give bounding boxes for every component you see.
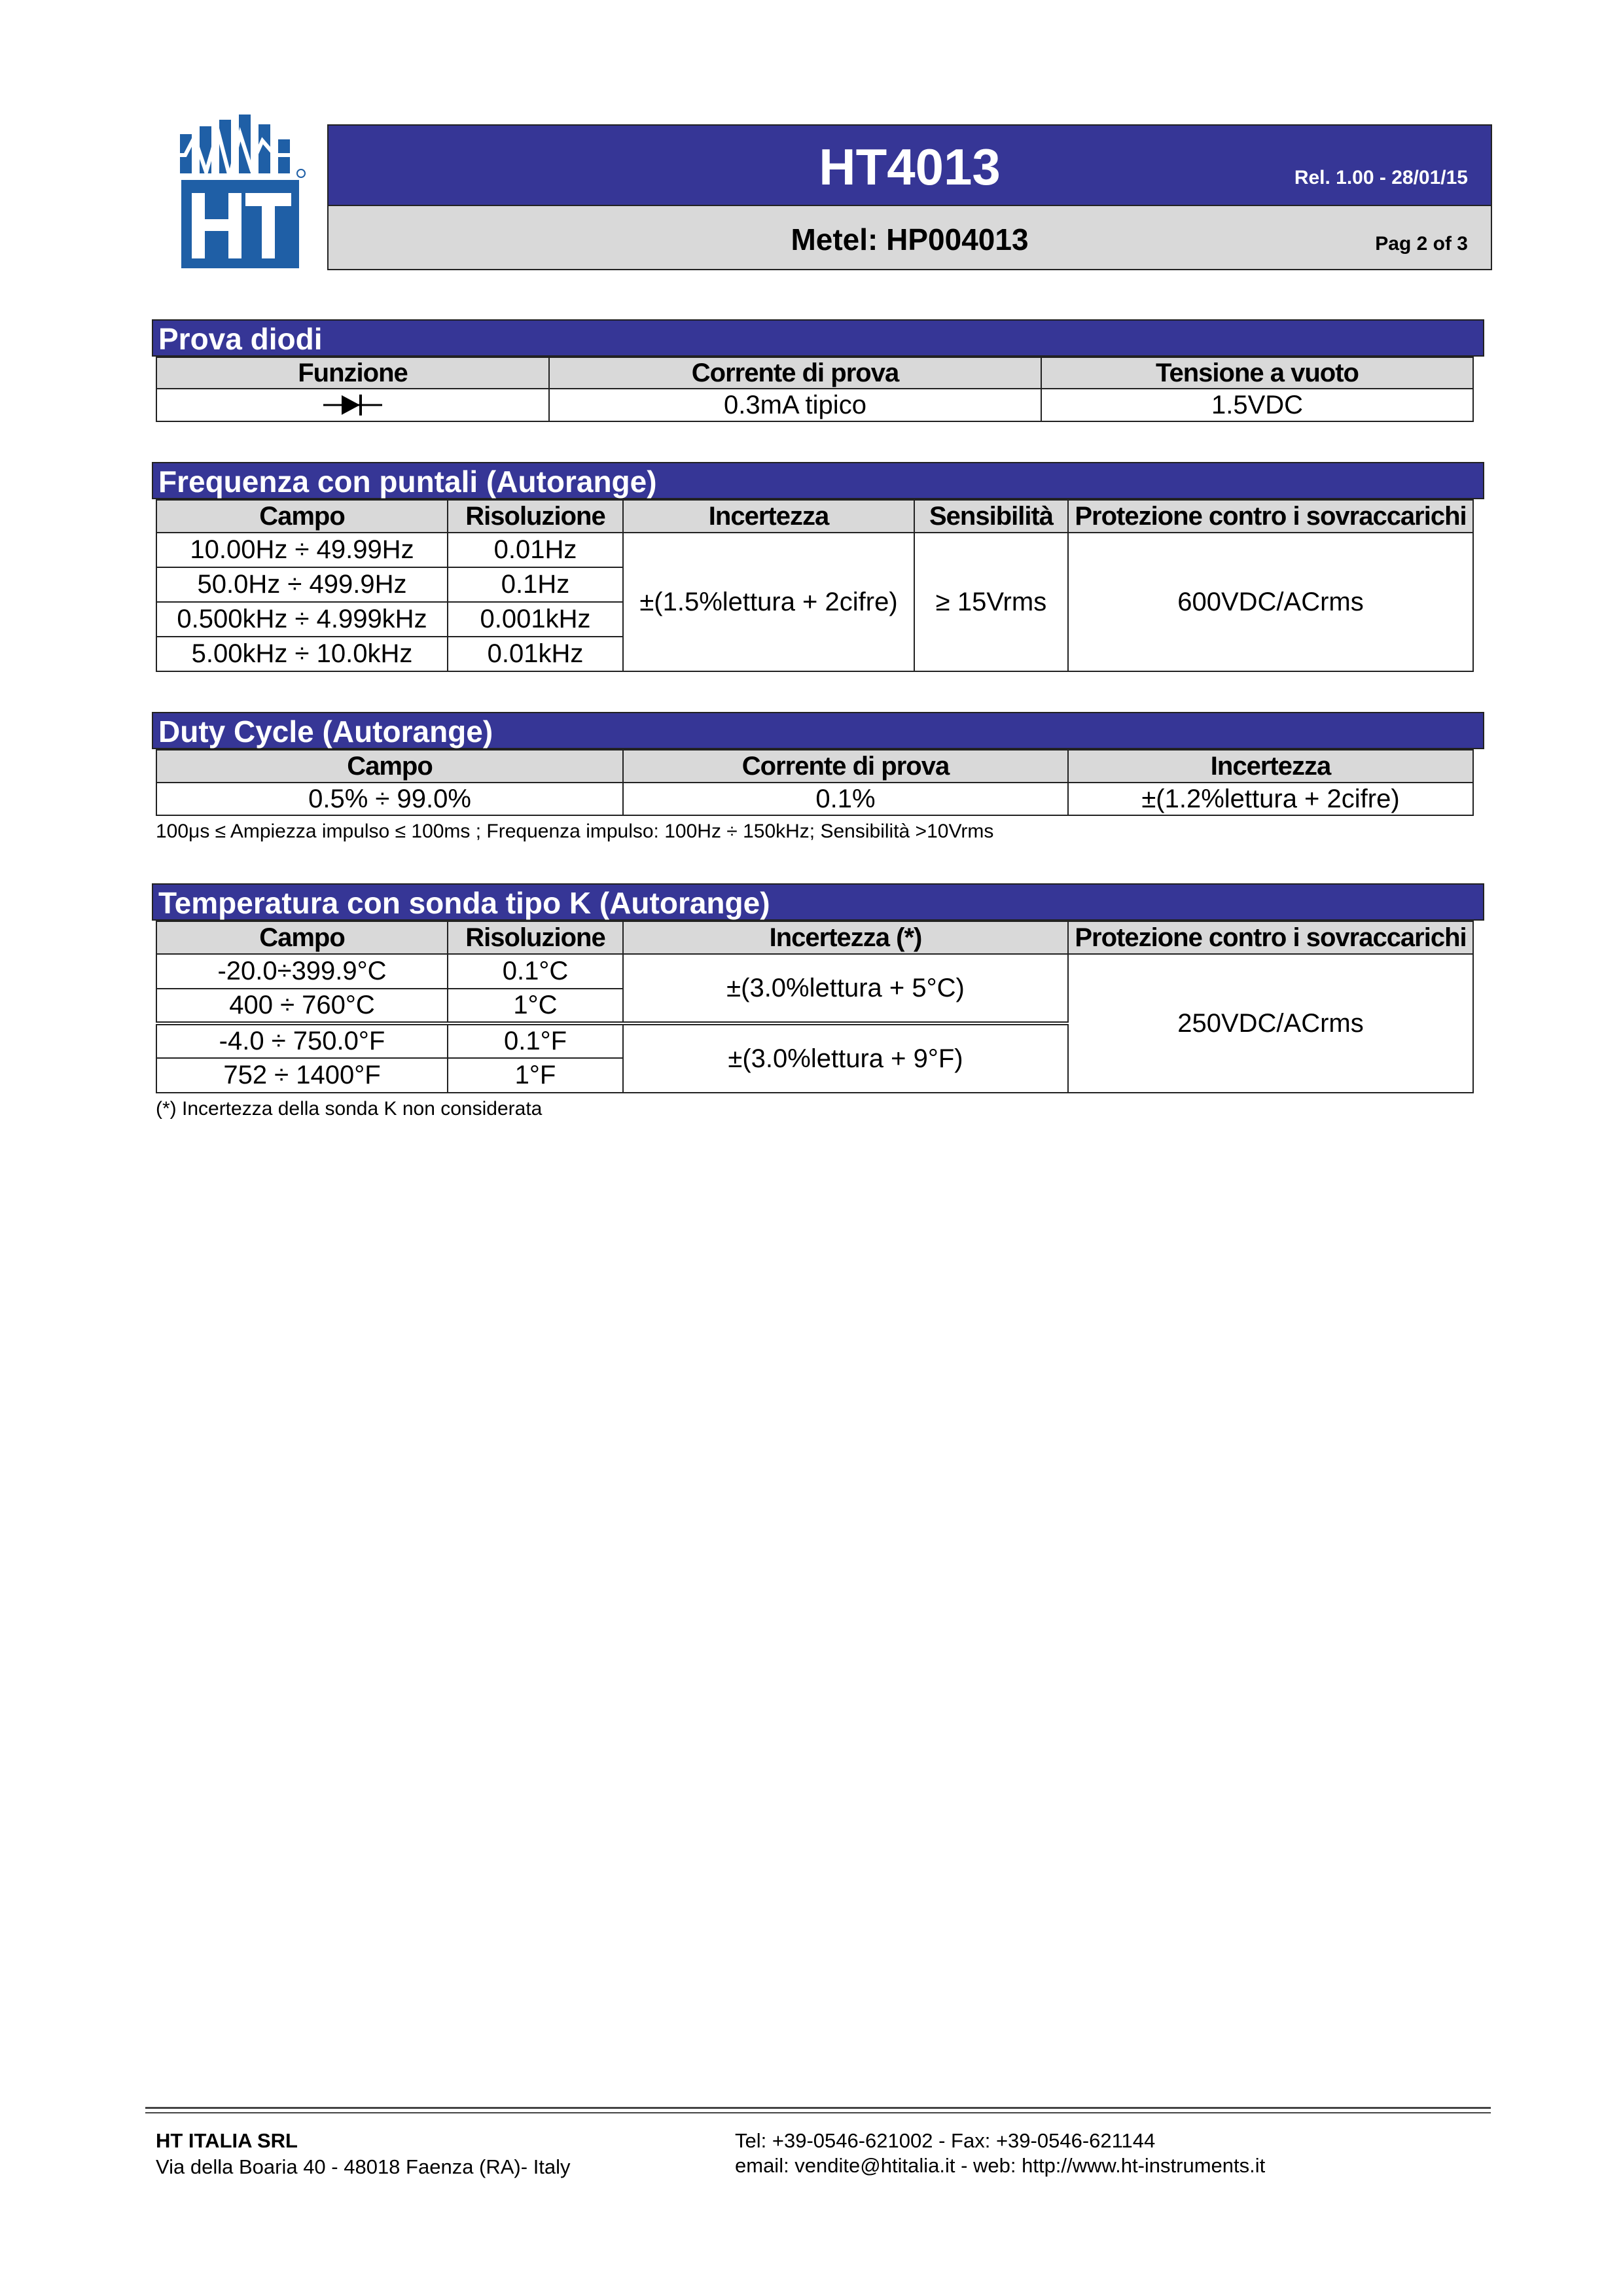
range-cell: 752 ÷ 1400°F: [156, 1058, 448, 1093]
section-title-frequency: Frequenza con puntali (Autorange): [152, 462, 1484, 499]
company-name: HT ITALIA SRL: [156, 2129, 298, 2152]
resolution-cell: 0.1°F: [448, 1023, 623, 1058]
sensitivity-cell: ≥ 15Vrms: [914, 533, 1068, 671]
column-header: Corrente di prova: [623, 750, 1068, 783]
table-row: [156, 389, 1473, 421]
resolution-cell: 0.01Hz: [448, 533, 623, 567]
column-header: Corrente di prova: [549, 357, 1041, 389]
column-header: Risoluzione: [448, 500, 623, 533]
range-cell: 400 ÷ 760°C: [156, 989, 448, 1023]
table-header-row: [156, 750, 1473, 783]
table-cell: 0.3mA tipico: [549, 389, 1041, 421]
uncertainty-cell: ±(3.0%lettura + 9°F): [623, 1023, 1068, 1093]
protection-cell: 250VDC/ACrms: [1068, 954, 1473, 1093]
column-header: Incertezza (*): [623, 921, 1068, 954]
column-header: Risoluzione: [448, 921, 623, 954]
ht-logo: [167, 115, 314, 272]
section-title-duty: Duty Cycle (Autorange): [152, 712, 1484, 749]
protection-cell: 600VDC/ACrms: [1068, 533, 1473, 671]
ht-logo-icon: [167, 115, 314, 272]
range-cell: 0.500kHz ÷ 4.999kHz: [156, 602, 448, 637]
duty-note: 100μs ≤ Ampiezza impulso ≤ 100ms ; Frequenza impulso: 100Hz ÷ 150kHz; Sensibilità >10Vrms: [156, 821, 994, 842]
footer-divider: [145, 2112, 1491, 2113]
section-title-diode: Prova diodi: [152, 319, 1484, 357]
table-header-row: [156, 500, 1473, 533]
column-header: Protezione contro i sovraccarichi: [1068, 921, 1473, 954]
phone-fax: Tel: +39-0546-621002 - Fax: +39-0546-621144: [735, 2129, 1156, 2152]
frequency-table: [156, 499, 1474, 672]
diode-function-cell: [156, 389, 549, 421]
email-web: email: vendite@htitalia.it - web: http://www.ht-instruments.it: [735, 2154, 1266, 2177]
table-row: [156, 533, 1473, 567]
table-row: [156, 783, 1473, 815]
company-address: Via della Boaria 40 - 48018 Faenza (RA)- Italy: [156, 2155, 571, 2178]
column-header: Campo: [156, 921, 448, 954]
model-title: HT4013: [819, 138, 1001, 196]
resolution-cell: 1°C: [448, 989, 623, 1023]
table-header-row: [156, 921, 1473, 954]
uncertainty-cell: ±(1.5%lettura + 2cifre): [623, 533, 914, 671]
column-header: Incertezza: [623, 500, 914, 533]
column-header: Sensibilità: [914, 500, 1068, 533]
range-cell: 50.0Hz ÷ 499.9Hz: [156, 567, 448, 602]
table-row: [156, 954, 1473, 989]
range-cell: -20.0÷399.9°C: [156, 954, 448, 989]
diode-symbol-icon: [323, 392, 382, 418]
column-header: Funzione: [156, 357, 549, 389]
temperature-table: [156, 921, 1474, 1093]
column-header: Campo: [156, 500, 448, 533]
temperature-note: (*) Incertezza della sonda K non considerata: [156, 1098, 543, 1120]
footer-divider: [145, 2107, 1491, 2109]
table-cell: 1.5VDC: [1041, 389, 1473, 421]
section-title-temperature: Temperatura con sonda tipo K (Autorange): [152, 883, 1484, 921]
range-cell: 5.00kHz ÷ 10.0kHz: [156, 637, 448, 671]
range-cell: -4.0 ÷ 750.0°F: [156, 1023, 448, 1058]
resolution-cell: 1°F: [448, 1058, 623, 1093]
resolution-cell: 0.1°C: [448, 954, 623, 989]
column-header: Campo: [156, 750, 623, 783]
duty-table: [156, 749, 1474, 816]
resolution-cell: 0.01kHz: [448, 637, 623, 671]
column-header: Tensione a vuoto: [1041, 357, 1473, 389]
header-subband: [327, 206, 1492, 270]
resolution-cell: 0.1Hz: [448, 567, 623, 602]
table-cell: 0.1%: [623, 783, 1068, 815]
uncertainty-cell: ±(1.2%lettura + 2cifre): [1068, 783, 1473, 815]
range-cell: 0.5% ÷ 99.0%: [156, 783, 623, 815]
column-header: Incertezza: [1068, 750, 1473, 783]
release-label: Rel. 1.00 - 28/01/15: [1294, 167, 1468, 188]
range-cell: 10.00Hz ÷ 49.99Hz: [156, 533, 448, 567]
column-header: Protezione contro i sovraccarichi: [1068, 500, 1473, 533]
diode-table: [156, 357, 1474, 422]
page-number: Pag 2 of 3: [1375, 233, 1468, 255]
resolution-cell: 0.001kHz: [448, 602, 623, 637]
table-header-row: [156, 357, 1473, 389]
product-code: Metel: HP004013: [791, 222, 1029, 256]
header-band: [327, 124, 1492, 206]
uncertainty-cell: ±(3.0%lettura + 5°C): [623, 954, 1068, 1023]
